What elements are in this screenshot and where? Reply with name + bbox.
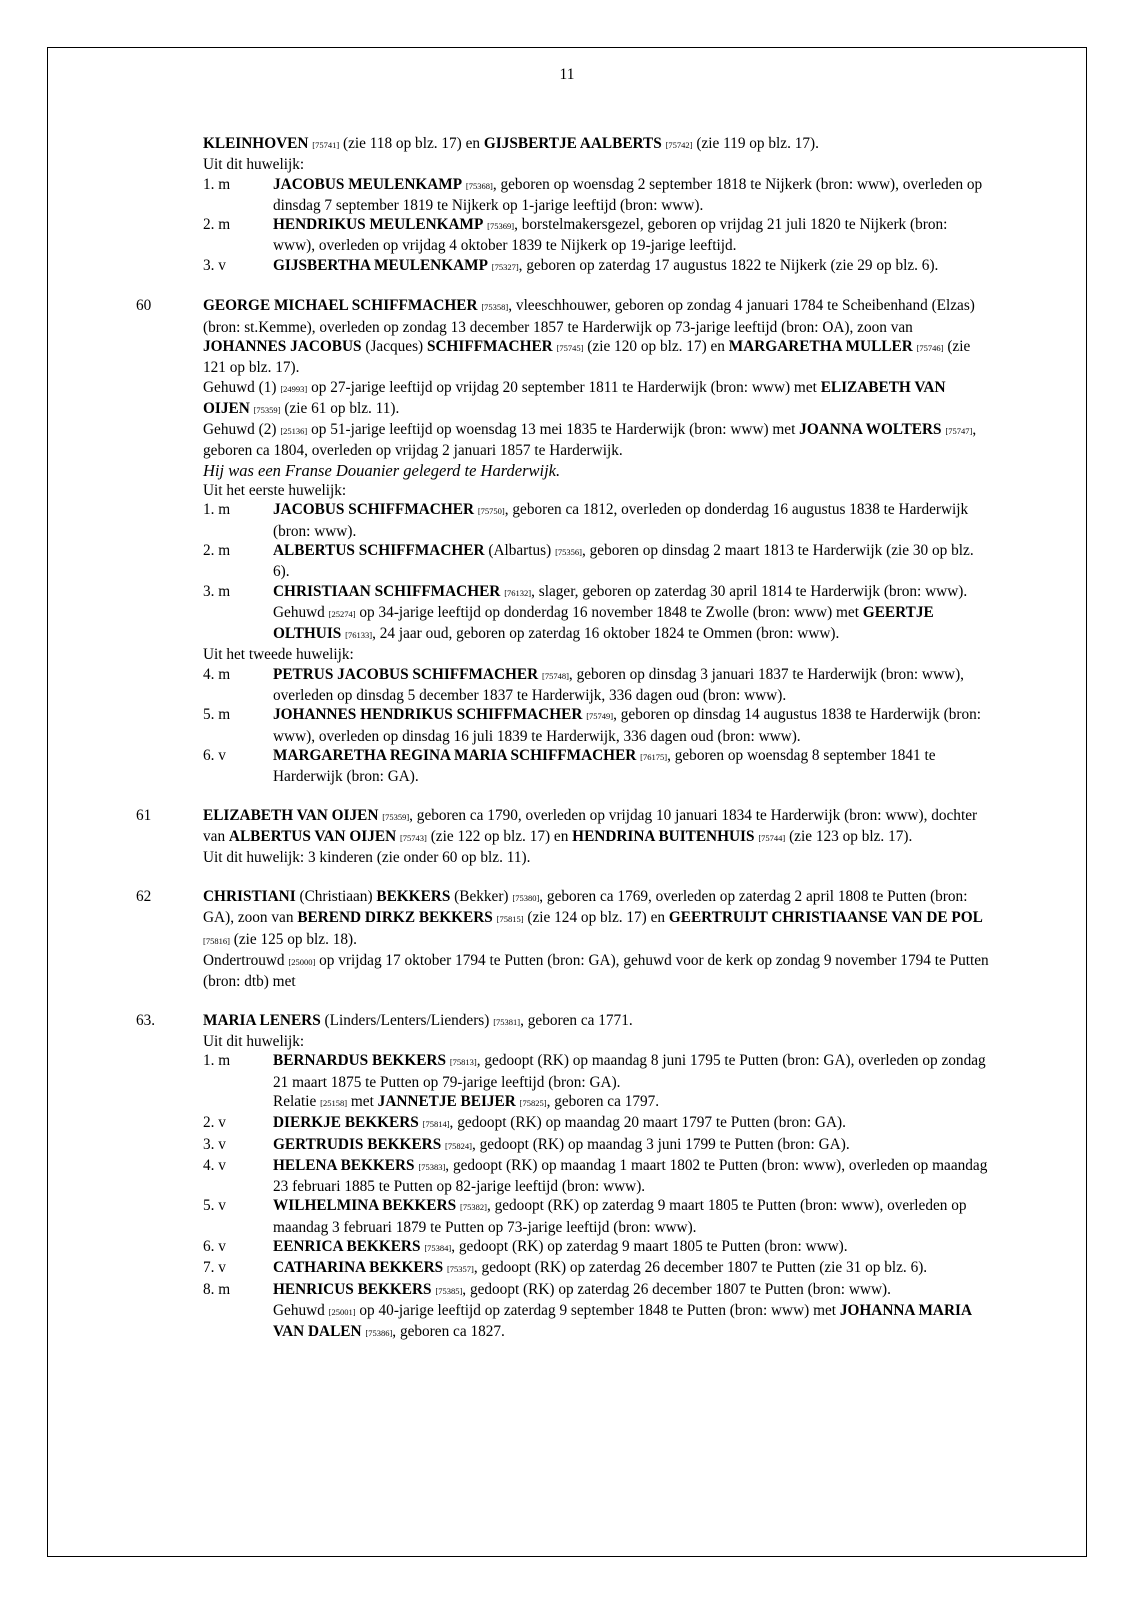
child-number: 1. m (203, 1052, 231, 1070)
child-details: HENRICUS BEKKERS [75385], gedoopt (RK) op zaterdag 26 december 1807 te Putten (bron: www). Gehuwd [25001] op 40-jarige leeftijd op zaterdag 9 september 1848 te Putten (bron: www) met JOHANNA MARIA VAN DALEN [75386], geboren ca 1827. (273, 1280, 972, 1341)
entry-line: Uit het tweede huwelijk: (203, 646, 354, 664)
child-details: GERTRUDIS BEKKERS [75824], gedoopt (RK) op maandag 3 juni 1799 te Putten (bron: GA). (273, 1135, 850, 1153)
entry-line: Uit het eerste huwelijk: (203, 482, 347, 500)
child-details: DIERKJE BEKKERS [75814], gedoopt (RK) op maandag 20 maart 1797 te Putten (bron: GA). (273, 1114, 846, 1132)
child-number: 6. v (203, 1238, 226, 1256)
genealogy-content (48, 134, 1086, 1344)
child-number: 5. m (203, 706, 231, 724)
entry-intro: MARIA LENERS (Linders/Lenters/Lienders) [75381], geboren ca 1771. (203, 1011, 633, 1029)
child-details: EENRICA BEKKERS [75384], gedoopt (RK) op zaterdag 9 maart 1805 te Putten (bron: www). (273, 1238, 848, 1256)
entry-line: Ondertrouwd [25000] op vrijdag 17 oktober 1794 te Putten (bron: GA), gehuwd voor de kerk op zondag 9 november 1794 te Putten (bron: dtb) met (203, 951, 989, 991)
entry-line: Uit dit huwelijk: 3 kinderen (zie onder 60 op blz. 11). (203, 849, 531, 867)
child-number: 3. m (203, 582, 231, 600)
entry-intro: GEORGE MICHAEL SCHIFFMACHER [75358], vleeschhouwer, geboren op zondag 4 januari 1784 te Scheibenhand (Elzas) (bron: st.Kemme), overleden op zondag 13 december 1857 te Harderwijk op 73-jarige leeftijd (bron: OA), zoon van JOHANNES JACOBUS (Jacques) SCHIFFMACHER [75745] (zie 120 op blz. 17) en MARGARETHA MULLER [75746] (zie 121 op blz. 17). (203, 297, 975, 377)
child-number: 3. v (203, 1135, 226, 1153)
entry-line: Gehuwd (1) [24993] op 27-jarige leeftijd op vrijdag 20 september 1811 te Harderwijk (bron: www) met ELIZABETH VAN OIJEN [75359] (zie 61 op blz. 11). (203, 378, 946, 417)
child-record (203, 1196, 991, 1237)
child-details: CATHARINA BEKKERS [75357], gedoopt (RK) op zaterdag 26 december 1807 te Putten (zie 31 op blz. 6). (273, 1259, 928, 1277)
child-record (203, 746, 991, 787)
page-frame (47, 47, 1087, 1557)
child-record (203, 1280, 991, 1344)
child-number: 4. v (203, 1156, 226, 1174)
entry-number: 62 (136, 887, 152, 905)
entry-number: 61 (136, 806, 152, 824)
child-details: JACOBUS MEULENKAMP [75368], geboren op woensdag 2 september 1818 te Nijkerk (bron: www), overleden op dinsdag 7 september 1819 te Nijkerk op 1-jarige leeftijd (bron: www). (273, 175, 983, 214)
child-details: HENDRIKUS MEULENKAMP [75369], borstelmakersgezel, geboren op vrijdag 21 juli 1820 te Nijkerk (bron: www), overleden op vrijdag 4 oktober 1839 te Nijkerk op 19-jarige leeftijd. (273, 216, 948, 255)
child-record (203, 1135, 991, 1156)
child-number: 1. m (203, 501, 231, 519)
child-number: 2. v (203, 1114, 226, 1132)
child-details: MARGARETHA REGINA MARIA SCHIFFMACHER [76175], geboren op woensdag 8 september 1841 te Harderwijk (bron: GA). (273, 746, 936, 786)
entry-line: Uit dit huwelijk: (203, 156, 305, 174)
child-details: HELENA BEKKERS [75383], gedoopt (RK) op maandag 1 maart 1802 te Putten (bron: www), overleden op maandag 23 februari 1885 te Putten op 82-jarige leeftijd (bron: www). (273, 1156, 988, 1196)
child-record (203, 665, 991, 706)
child-details: ALBERTUS SCHIFFMACHER (Albartus) [75356], geboren op dinsdag 2 maart 1813 te Harderwijk (zie 30 op blz. 6). (273, 541, 974, 581)
child-number: 6. v (203, 746, 226, 764)
child-number: 7. v (203, 1259, 226, 1277)
entry-intro: ELIZABETH VAN OIJEN [75359], geboren ca 1790, overleden op vrijdag 10 januari 1834 te Harderwijk (bron: www), dochter van ALBERTUS VAN OIJEN [75743] (zie 122 op blz. 17) en HENDRINA BUITENHUIS [75744] (zie 123 op blz. 17). (203, 806, 978, 846)
entry-line: Hij was een Franse Douanier gelegerd te Harderwijk. (203, 460, 561, 480)
child-record (203, 1113, 991, 1134)
child-number: 5. v (203, 1197, 226, 1215)
child-number: 2. m (203, 216, 231, 234)
child-record (203, 500, 991, 541)
child-number: 4. m (203, 665, 231, 683)
genealogy-entry (48, 296, 1086, 786)
child-details: WILHELMINA BEKKERS [75382], gedoopt (RK) op zaterdag 9 maart 1805 te Putten (bron: www), overleden op maandag 3 februari 1879 te Putten op 73-jarige leeftijd (bron: www). (273, 1197, 967, 1236)
genealogy-entry (48, 134, 1086, 277)
child-number: 3. v (203, 256, 226, 274)
entry-number: 60 (136, 297, 152, 315)
child-details: BERNARDUS BEKKERS [75813], gedoopt (RK) op maandag 8 juni 1795 te Putten (bron: GA), overleden op zondag 21 maart 1875 te Putten op 79-jarige leeftijd (bron: GA). Relatie [25158] met JANNETJE BEIJER [75825], geboren ca 1797. (273, 1052, 986, 1110)
child-record (203, 1051, 991, 1113)
child-record (203, 1156, 991, 1197)
child-record (203, 705, 991, 746)
entry-line: Uit dit huwelijk: (203, 1033, 305, 1051)
child-record (203, 215, 991, 256)
child-details: JOHANNES HENDRIKUS SCHIFFMACHER [75749], geboren op dinsdag 14 augustus 1838 te Harderwijk (bron: www), overleden op dinsdag 16 juli 1839 te Harderwijk, 336 dagen oud (bron: www). (273, 706, 982, 745)
child-record (203, 582, 991, 646)
entry-intro: KLEINHOVEN [75741] (zie 118 op blz. 17) en GIJSBERTJE AALBERTS [75742] (zie 119 op blz. 17). (203, 135, 819, 152)
entry-line: Gehuwd (2) [25136] op 51-jarige leeftijd op woensdag 13 mei 1835 te Harderwijk (bron: www) met JOANNA WOLTERS [75747], geboren ca 1804, overleden op vrijdag 2 januari 1857 te Harderwijk. (203, 421, 977, 460)
entry-intro: CHRISTIANI (Christiaan) BEKKERS (Bekker) [75380], geboren ca 1769, overleden op zaterdag 2 april 1808 te Putten (bron: GA), zoon van BEREND DIRKZ BEKKERS [75815] (zie 124 op blz. 17) en GEERTRUIJT CHRISTIAANSE VAN DE POL [75816] (zie 125 op blz. 18). (203, 887, 983, 948)
child-record (203, 175, 991, 216)
child-details: CHRISTIAAN SCHIFFMACHER [76132], slager, geboren op zaterdag 30 april 1814 te Harderwijk (bron: www). Gehuwd [25274] op 34-jarige leeftijd op donderdag 16 november 1848 te Zwolle (bron: www) met GEERTJE OLTHUIS [76133], 24 jaar oud, geboren op zaterdag 16 oktober 1824 te Ommen (bron: www). (273, 582, 968, 643)
genealogy-entry (48, 1011, 1086, 1344)
child-number: 1. m (203, 175, 231, 193)
child-details: GIJSBERTHA MEULENKAMP [75327], geboren op zaterdag 17 augustus 1822 te Nijkerk (zie 29 op blz. 6). (273, 256, 939, 274)
child-number: 8. m (203, 1280, 231, 1298)
child-details: JACOBUS SCHIFFMACHER [75750], geboren ca 1812, overleden op donderdag 16 augustus 1838 te Harderwijk (bron: www). (273, 501, 969, 540)
child-record (203, 1258, 991, 1279)
page-number: 11 (559, 66, 575, 83)
child-number: 2. m (203, 541, 231, 559)
entry-number: 63. (136, 1011, 156, 1029)
genealogy-entry (48, 887, 1086, 991)
child-record (203, 256, 991, 277)
child-record (203, 1237, 991, 1258)
child-record (203, 541, 991, 582)
genealogy-entry (48, 806, 1086, 868)
child-details: PETRUS JACOBUS SCHIFFMACHER [75748], geboren op dinsdag 3 januari 1837 te Harderwijk (bron: www), overleden op dinsdag 5 december 1837 te Harderwijk, 336 dagen oud (bron: www). (273, 665, 964, 705)
